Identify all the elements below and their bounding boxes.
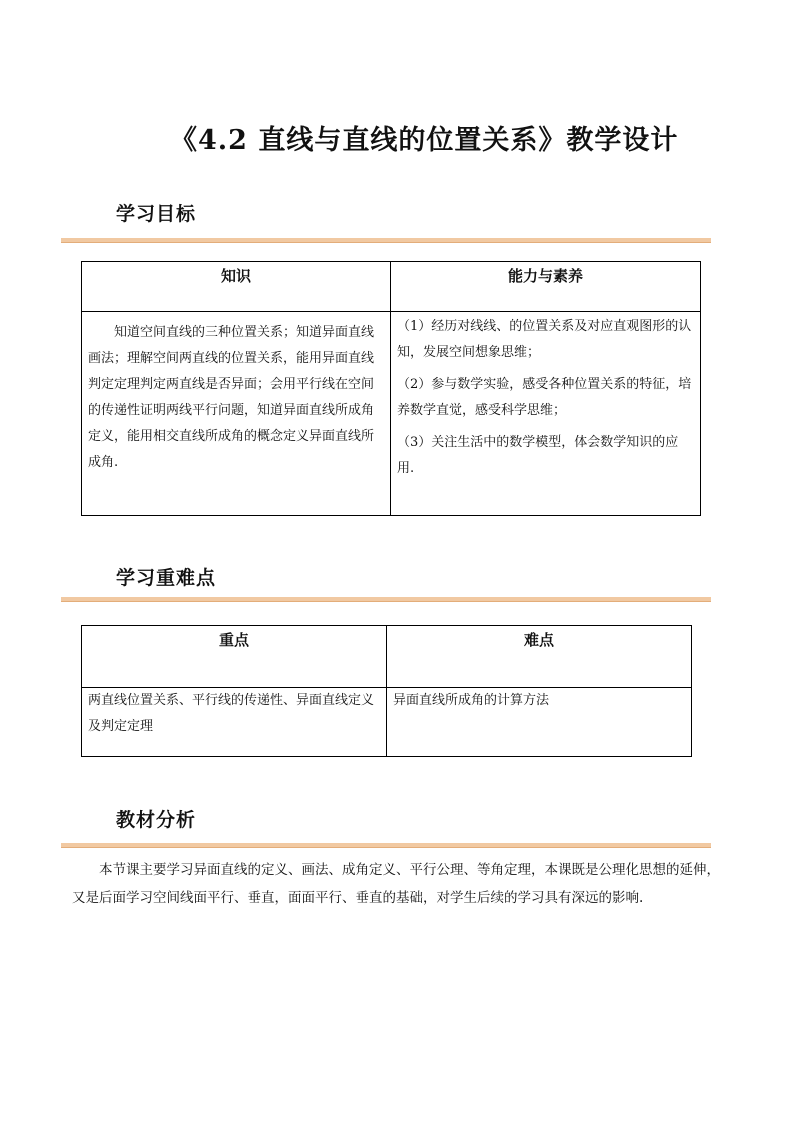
header-abilities: 能力与素养 xyxy=(391,262,701,312)
header-difficult-points: 难点 xyxy=(387,626,692,688)
objectives-table xyxy=(81,261,701,516)
abilities-cell xyxy=(391,312,701,516)
knowledge-cell xyxy=(82,312,391,516)
key-points-table xyxy=(81,625,692,757)
section-divider xyxy=(61,238,711,243)
ability-item: （3）关注生活中的数学模型，体会数学知识的应用. xyxy=(397,435,679,476)
ability-item: （2）参与数学实验，感受各种位置关系的特征，培养数学直觉，感受科学思维； xyxy=(397,377,692,418)
document-title: 《4.2 直线与直线的位置关系》教学设计 xyxy=(170,125,679,156)
section-heading-key-points: 学习重难点 xyxy=(116,567,217,589)
analysis-paragraph: 本节课主要学习异面直线的定义、画法、成角定义、平行公理、等角定理，本课既是公理化思想的延伸，又是后面学习空间线面平行、垂直，面面平行、垂直的基础，对学生后续的学习具有深远的影响. xyxy=(72,862,720,906)
section-heading-analysis: 教材分析 xyxy=(116,809,197,831)
header-key-points: 重点 xyxy=(82,626,387,688)
knowledge-text: 知道空间直线的三种位置关系；知道异面直线画法；理解空间两直线的位置关系，能用异面直线判定定理判定两直线是否异面；会用平行线在空间的传递性证明两线平行问题，知道异面直线所成角定义，能用相交直线所成角的概念定义异面直线所成角. xyxy=(88,325,375,470)
header-knowledge: 知识 xyxy=(82,262,391,312)
section-heading-objectives: 学习目标 xyxy=(116,203,197,225)
key-points-text: 两直线位置关系、平行线的传递性、异面直线定义及判定定理 xyxy=(82,688,387,757)
ability-item: （1）经历对线线、的位置关系及对应直观图形的认知，发展空间想象思维； xyxy=(397,319,692,360)
section-divider xyxy=(61,597,711,602)
difficult-points-text: 异面直线所成角的计算方法 xyxy=(387,688,692,757)
section-divider xyxy=(61,843,711,848)
